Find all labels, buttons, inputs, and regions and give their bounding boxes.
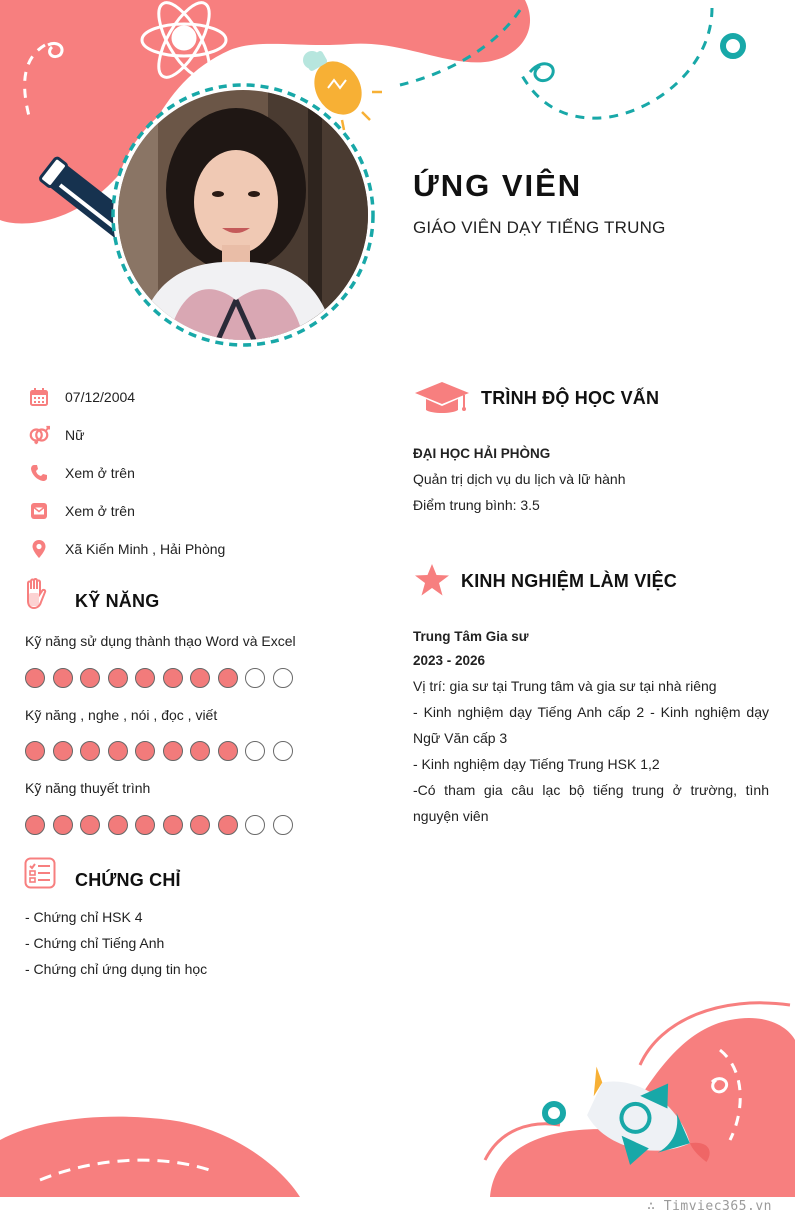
address-text: Xã Kiến Minh , Hải Phòng [65, 541, 226, 557]
rating-dot-filled [218, 741, 238, 761]
rating-dot-filled [190, 815, 210, 835]
rating-dot-filled [53, 815, 73, 835]
footer-brand: ∴ Timviec365.vn [647, 1199, 772, 1214]
contact-phone [28, 461, 135, 485]
rating-dot-empty [273, 815, 293, 835]
certificate-item: - Chứng chỉ ứng dụng tin học [25, 961, 208, 977]
gpa-text: Điểm trung bình: 3.5 [413, 497, 540, 513]
certificate-item: - Chứng chỉ HSK 4 [25, 909, 143, 925]
education-heading: TRÌNH ĐỘ HỌC VẤN [481, 388, 660, 408]
certificate-item: - Chứng chỉ Tiếng Anh [25, 935, 165, 951]
contact-gender [28, 423, 85, 447]
rating-dot-filled [135, 668, 155, 688]
hand-icon [24, 578, 48, 615]
contact-email [28, 499, 135, 523]
rating-dot-empty [273, 741, 293, 761]
rating-dot-filled [218, 815, 238, 835]
contact-address [28, 537, 226, 561]
rating-dot-filled [190, 668, 210, 688]
experience-detail: -Có tham gia câu lạc bộ tiếng trung ở trường, tình nguyện viên [413, 782, 769, 824]
rating-dot-filled [163, 668, 183, 688]
skill-rating [25, 668, 293, 688]
rating-dot-filled [218, 668, 238, 688]
rating-dot-filled [163, 741, 183, 761]
phone-icon [28, 462, 50, 484]
rating-dot-filled [25, 668, 45, 688]
major-text: Quản trị dịch vụ du lịch và lữ hành [413, 471, 626, 487]
email-icon [28, 500, 50, 522]
rating-dot-filled [135, 741, 155, 761]
skill-name: Kỹ năng , nghe , nói , đọc , viết [25, 707, 218, 723]
location-pin-icon [28, 538, 50, 560]
rating-dot-empty [245, 741, 265, 761]
rating-dot-empty [245, 668, 265, 688]
skills-heading: KỸ NĂNG [75, 591, 160, 611]
candidate-photo [118, 90, 368, 340]
rating-dot-filled [80, 741, 100, 761]
rating-dot-filled [108, 668, 128, 688]
experience-detail: - Kinh nghiệm dạy Tiếng Trung HSK 1,2 [413, 756, 660, 772]
certificates-heading: CHỨNG CHỈ [75, 870, 181, 890]
school-name: ĐẠI HỌC HẢI PHÒNG [413, 446, 551, 461]
skill-rating [25, 815, 293, 835]
skill-name: Kỹ năng thuyết trình [25, 780, 151, 796]
work-period: 2023 - 2026 [413, 653, 486, 668]
experience-heading: KINH NGHIỆM LÀM VIỆC [461, 571, 678, 591]
gender-text: Nữ [65, 427, 85, 443]
rating-dot-empty [273, 668, 293, 688]
candidate-job-title: GIÁO VIÊN DẠY TIẾNG TRUNG [413, 218, 666, 237]
candidate-name: ỨNG VIÊN [413, 168, 583, 203]
teal-loop [530, 64, 553, 81]
skill-rating [25, 741, 293, 761]
top-decoration [0, 0, 800, 360]
rating-dot-filled [53, 668, 73, 688]
email-text: Xem ở trên [65, 503, 135, 519]
rating-dot-filled [108, 741, 128, 761]
rating-dot-filled [163, 815, 183, 835]
calendar-icon [28, 386, 50, 408]
rating-dot-filled [25, 815, 45, 835]
star-icon [414, 563, 450, 602]
rating-dot-filled [80, 815, 100, 835]
position-text: Vị trí: gia sư tại Trung tâm và gia sư tại nhà riêng [413, 678, 717, 694]
rating-dot-filled [25, 741, 45, 761]
rating-dot-filled [80, 668, 100, 688]
teal-ring [723, 36, 743, 56]
gender-icon [28, 424, 50, 446]
skill-name: Kỹ năng sử dụng thành thạo Word và Excel [25, 633, 296, 649]
rating-dot-empty [245, 815, 265, 835]
checklist-icon [24, 857, 56, 894]
experience-detail: - Kinh nghiệm dạy Tiếng Anh cấp 2 - Kinh nghiệm dạy Ngữ Văn cấp 3 [413, 704, 769, 746]
rating-dot-filled [190, 741, 210, 761]
bottom-decoration [0, 990, 800, 1223]
graduation-cap-icon [414, 380, 470, 421]
teal-ring-bottom [545, 1104, 563, 1122]
company-name: Trung Tâm Gia sư [413, 629, 529, 644]
phone-text: Xem ở trên [65, 465, 135, 481]
birthday-text: 07/12/2004 [65, 389, 136, 405]
rating-dot-filled [108, 815, 128, 835]
contact-birthday [28, 385, 136, 409]
rating-dot-filled [53, 741, 73, 761]
rating-dot-filled [135, 815, 155, 835]
